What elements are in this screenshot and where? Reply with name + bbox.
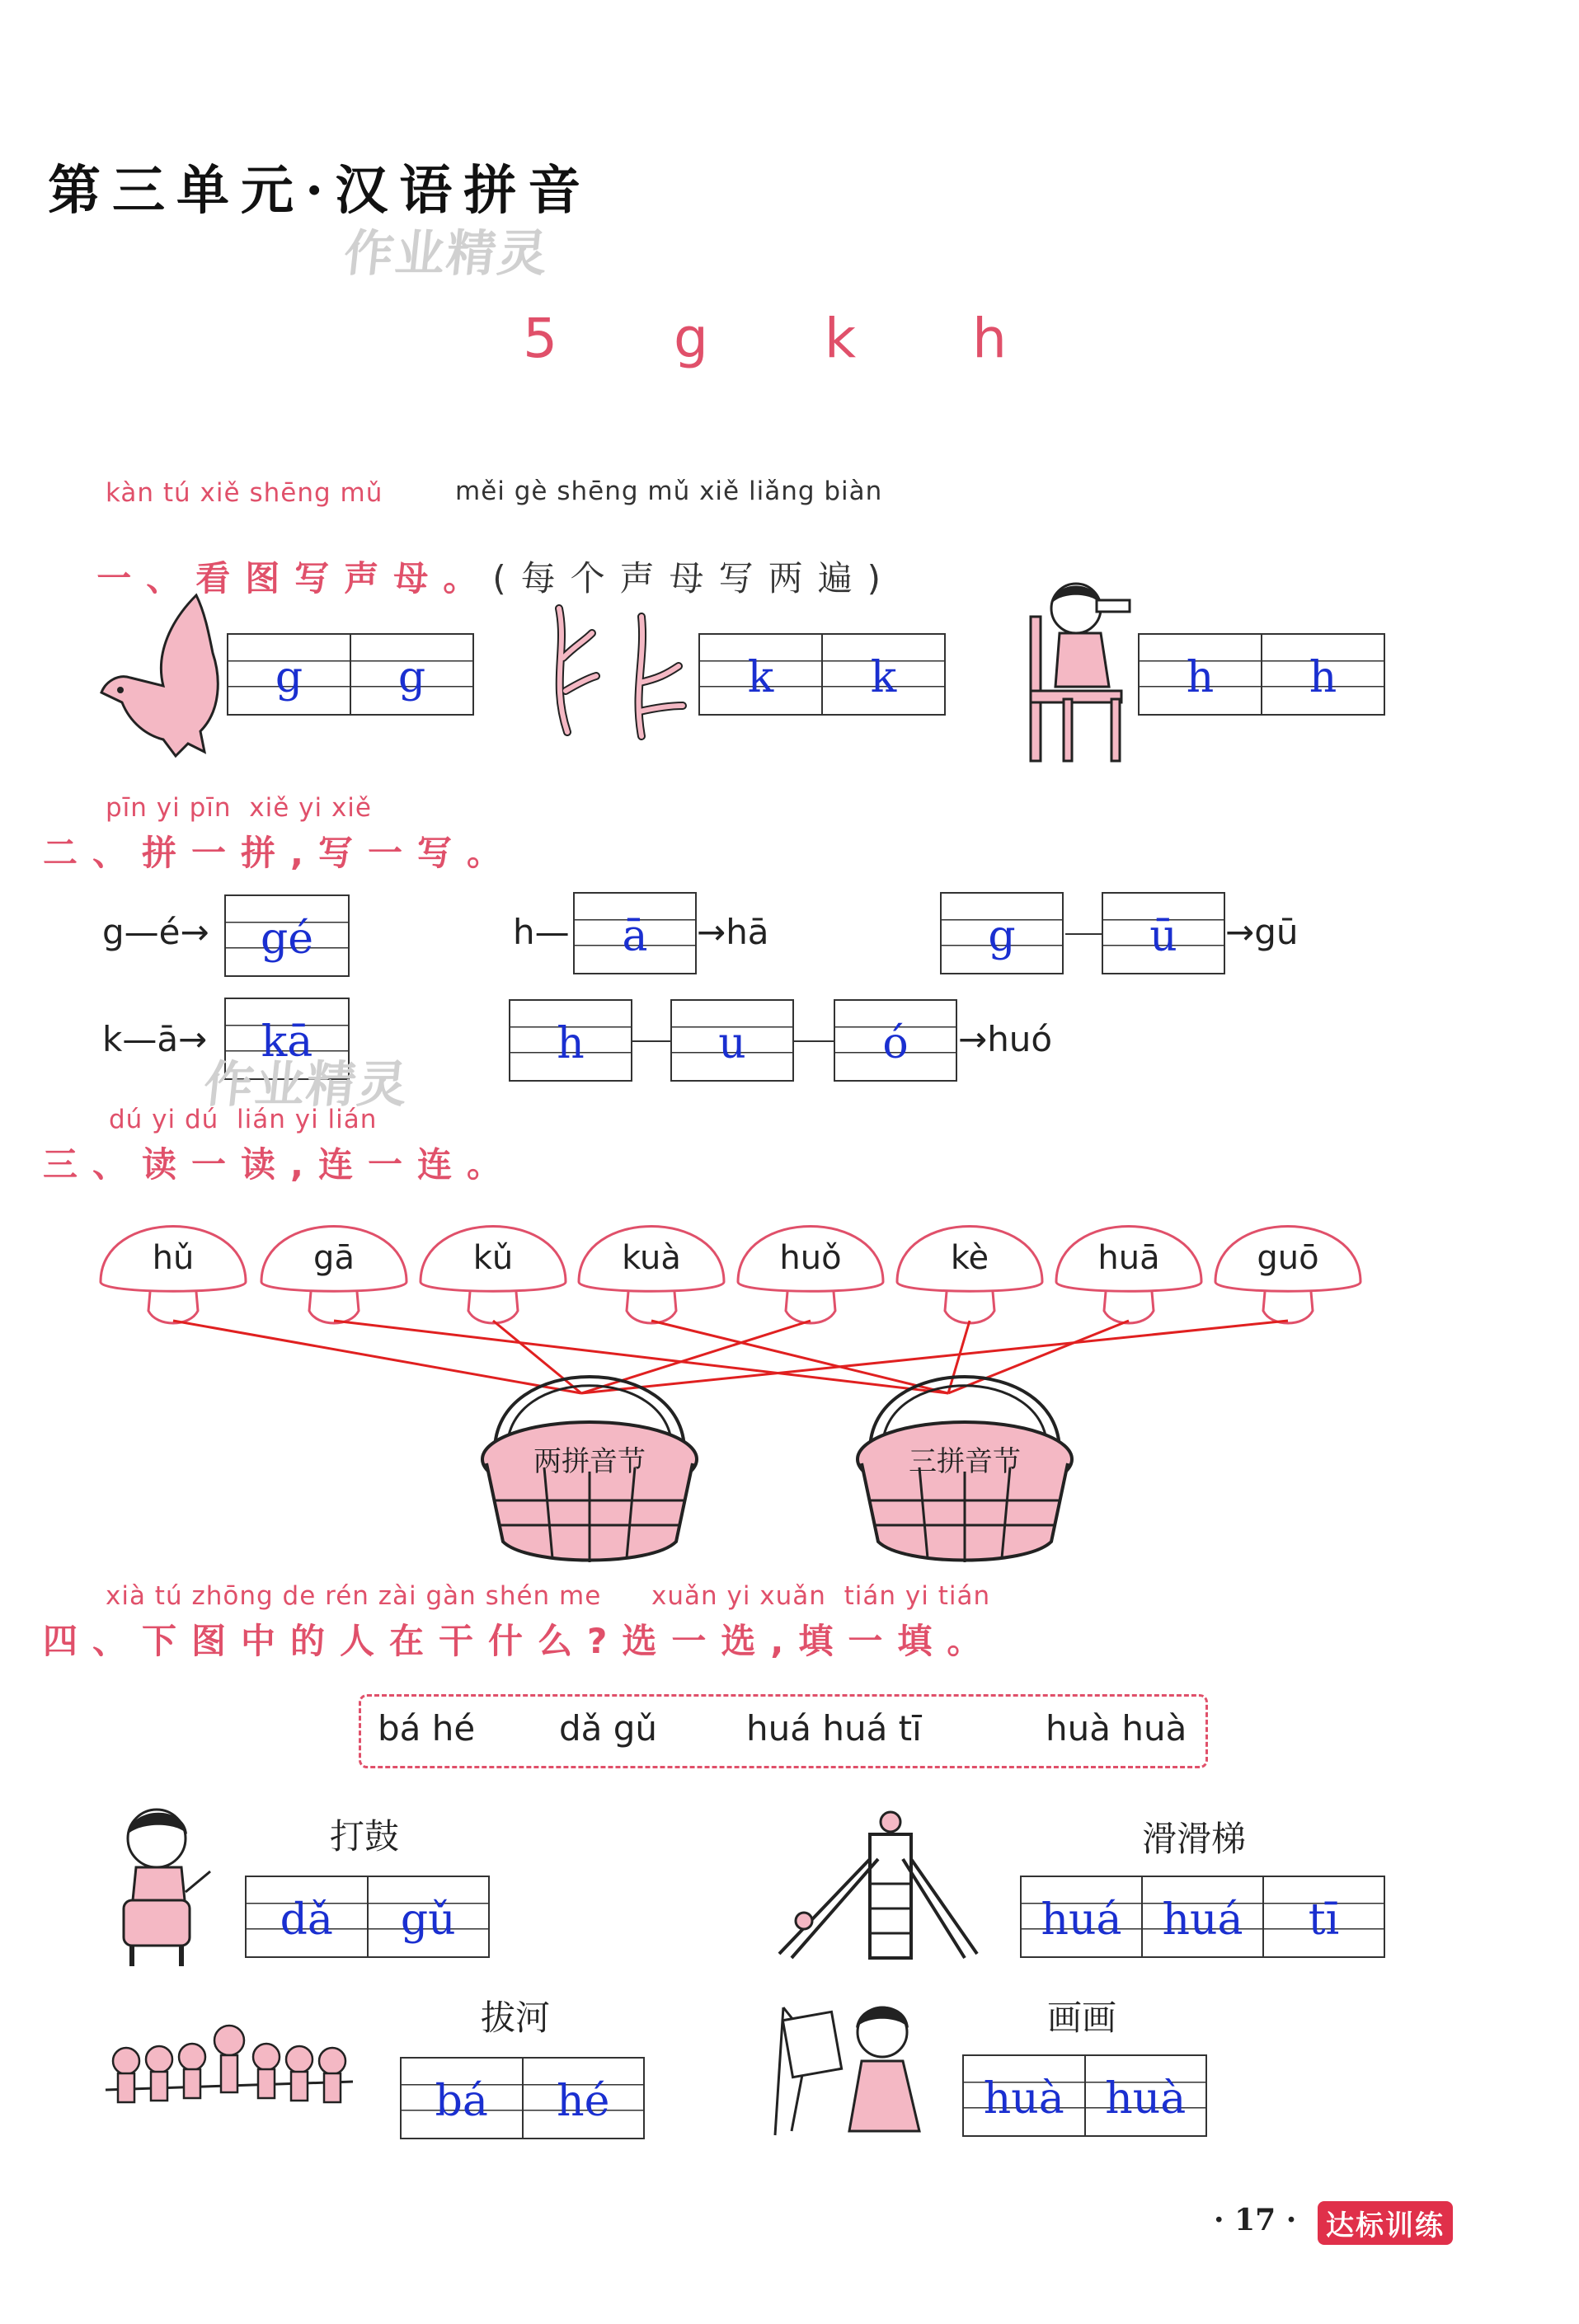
watermark: 作业精灵 xyxy=(341,225,552,283)
mushroom-syllable: kǔ xyxy=(472,1239,514,1277)
mushroom-syllable: huā xyxy=(1097,1239,1160,1277)
brand-badge: 达标训练 xyxy=(1318,2201,1453,2245)
write-box-huahuati[interactable] xyxy=(1020,1876,1385,1958)
section1-pinyin: kàn tú xiě shēng mǔ xyxy=(106,478,383,508)
slide-illustration xyxy=(771,1810,985,1962)
dash xyxy=(632,1040,670,1042)
answer-cell[interactable]: kā xyxy=(261,1017,313,1067)
dash xyxy=(1065,933,1102,935)
answer-cell[interactable]: h xyxy=(557,1019,585,1068)
answer-cell[interactable]: huá xyxy=(1041,1895,1122,1945)
answer-cell[interactable]: ū xyxy=(1149,912,1177,961)
section2-pinyin: pīn yi pīn xiě yi xiě xyxy=(106,793,372,823)
basket-label-three: 三拼音节 xyxy=(909,1445,1021,1478)
answer-cell[interactable]: h xyxy=(1261,635,1384,714)
girl-on-chair-illustration xyxy=(1014,575,1146,765)
dash xyxy=(794,1040,834,1042)
dove-illustration xyxy=(97,587,229,760)
write-box-h2[interactable] xyxy=(509,999,632,1082)
match-line xyxy=(948,1321,970,1393)
drummer-boy-illustration xyxy=(107,1801,214,1974)
tug-of-war-illustration xyxy=(97,2012,361,2127)
unit-title: 第三单元·汉语拼音 xyxy=(48,160,593,222)
label-bahe: 拔河 xyxy=(481,1998,551,2038)
answer-cell[interactable]: hé xyxy=(522,2059,644,2138)
section2-heading: 二、拼一拼,写一写。 xyxy=(43,833,516,873)
mushroom-syllable: kuà xyxy=(622,1239,681,1277)
answer-cell[interactable]: g xyxy=(988,912,1016,961)
eq-suffix: →gū xyxy=(1225,912,1299,952)
mushroom-syllable: guō xyxy=(1257,1239,1319,1277)
answer-cell[interactable]: gǔ xyxy=(367,1877,489,1956)
match-line xyxy=(581,1321,1288,1393)
write-box-u[interactable] xyxy=(1102,892,1225,974)
answer-cell[interactable]: k xyxy=(747,653,774,702)
answer-cell[interactable]: ó xyxy=(882,1019,909,1068)
section1-pinyin-note: měi gè shēng mǔ xiě liǎng biàn xyxy=(455,477,883,506)
answer-cell[interactable]: tī xyxy=(1262,1877,1384,1956)
section1-heading-text: 一、看图写声母。 xyxy=(96,558,493,599)
choice-item: huà huà xyxy=(1046,1708,1187,1749)
write-box-o[interactable] xyxy=(834,999,957,1082)
painter-girl-illustration xyxy=(767,1995,932,2143)
write-box-ge[interactable] xyxy=(224,894,350,977)
match-line xyxy=(334,1321,948,1393)
section3-heading: 三、读一读,连一连。 xyxy=(43,1144,516,1185)
label-huahuati: 滑滑梯 xyxy=(1142,1819,1247,1859)
match-line xyxy=(493,1321,581,1393)
lesson-title: 5 g k h xyxy=(523,307,1056,370)
watermark: 作业精灵 xyxy=(200,1056,412,1114)
answer-cell[interactable]: k xyxy=(821,635,944,714)
choice-item: bá hé xyxy=(378,1708,476,1749)
write-box-g2[interactable] xyxy=(940,892,1064,974)
mushroom-syllable: kè xyxy=(950,1239,989,1277)
write-box-bahe[interactable] xyxy=(400,2057,645,2139)
write-box-huahua[interactable] xyxy=(962,2054,1207,2137)
section4-pinyin2: xuǎn yi xuǎn tián yi tián xyxy=(651,1581,991,1611)
answer-cell[interactable]: huá xyxy=(1141,1877,1262,1956)
eq-suffix: →hā xyxy=(697,912,769,952)
label-huahua: 画画 xyxy=(1047,1998,1117,2038)
answer-cell[interactable]: dǎ xyxy=(280,1895,333,1945)
eq-prefix: k—ā→ xyxy=(102,1019,208,1059)
eq-prefix: g—é→ xyxy=(102,912,209,952)
answer-cell[interactable]: g xyxy=(350,635,472,714)
branch-illustration xyxy=(543,600,707,740)
eq-suffix: →huó xyxy=(958,1019,1053,1059)
match-line xyxy=(948,1321,1129,1393)
label-dagu: 打鼓 xyxy=(330,1816,400,1857)
section1-note: (每个声母写两遍) xyxy=(492,558,896,599)
eq-prefix: h— xyxy=(513,912,570,952)
mushroom-syllable: gā xyxy=(313,1239,355,1277)
answer-cell[interactable]: huà xyxy=(983,2074,1064,2124)
answer-cell[interactable]: u xyxy=(718,1019,746,1068)
answer-cell[interactable]: ā xyxy=(622,912,648,961)
mushroom-syllable: huǒ xyxy=(779,1239,842,1277)
write-box-k[interactable] xyxy=(698,633,946,716)
write-box-dagu[interactable] xyxy=(245,1876,490,1958)
match-line xyxy=(173,1321,581,1393)
write-box-h[interactable] xyxy=(1138,633,1385,716)
answer-cell[interactable]: huà xyxy=(1084,2056,1206,2135)
answer-cell[interactable]: g xyxy=(275,653,303,702)
basket-label-two: 两拼音节 xyxy=(533,1445,646,1478)
answer-cell[interactable]: h xyxy=(1186,653,1215,702)
answer-cell[interactable]: gé xyxy=(260,914,314,964)
write-box-a[interactable] xyxy=(573,892,697,974)
choice-item: huá huá tī xyxy=(746,1708,922,1749)
section4-heading: 四、下图中的人在干什么?选一选,填一填。 xyxy=(43,1621,997,1661)
write-box-u2[interactable] xyxy=(670,999,794,1082)
mushroom-syllable: hǔ xyxy=(152,1239,195,1277)
section3-pinyin: dú yi dú lián yi lián xyxy=(109,1105,378,1134)
answer-cell[interactable]: bá xyxy=(435,2077,488,2126)
write-box-g[interactable] xyxy=(227,633,474,716)
section4-pinyin: xià tú zhōng de rén zài gàn shén me xyxy=(106,1581,602,1611)
choice-item: dǎ gǔ xyxy=(559,1708,658,1749)
page-number: · 17 · xyxy=(1214,2203,1297,2237)
